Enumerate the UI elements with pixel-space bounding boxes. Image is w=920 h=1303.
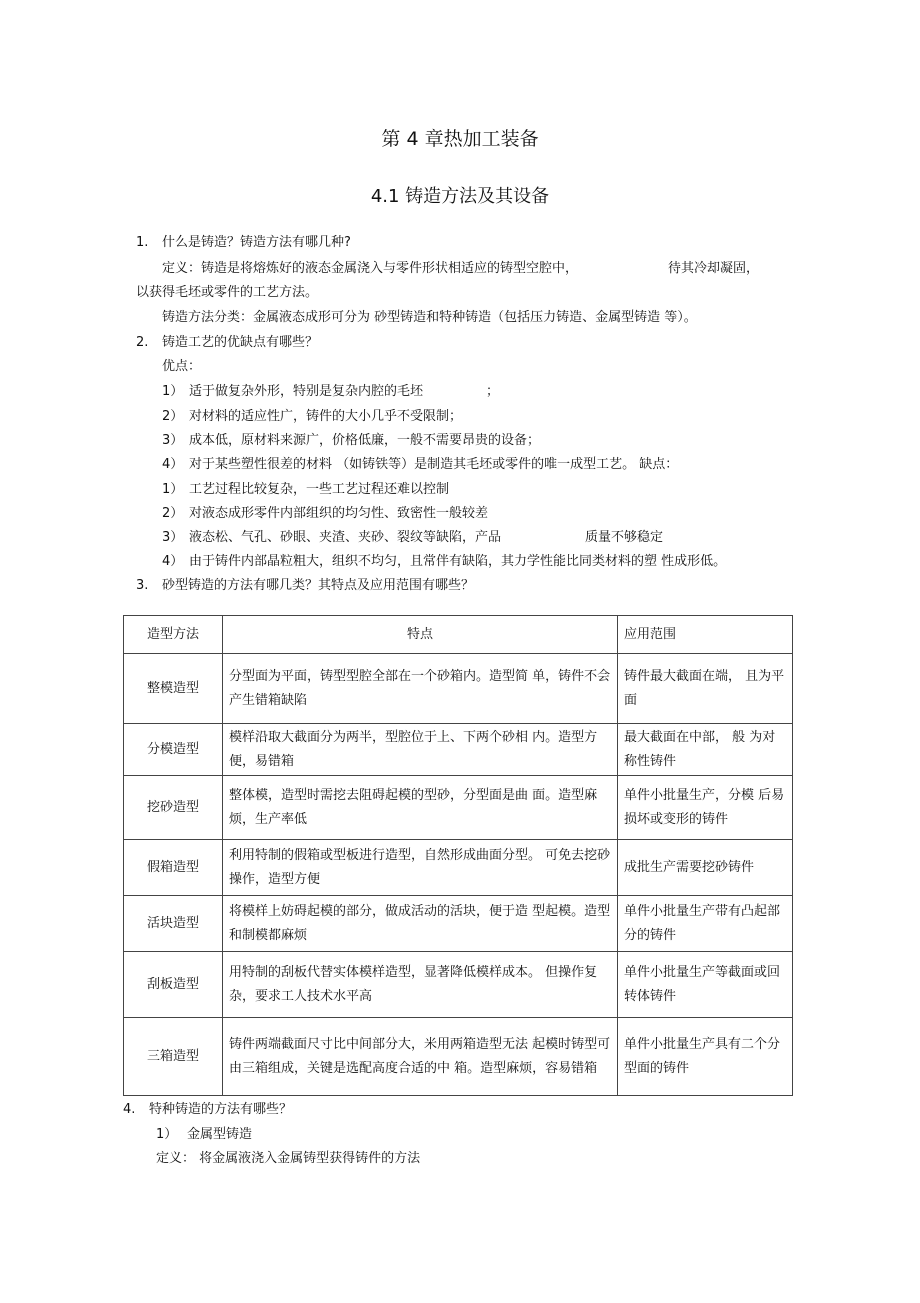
table-header-cell: 特点 — [223, 616, 618, 654]
usage-cell: 单件小批量生产带有凸起部分的铸件 — [618, 896, 793, 952]
table-row — [124, 654, 793, 724]
method-cell: 整模造型 — [124, 654, 223, 724]
con-item: 工艺过程比较复杂，一些工艺过程还难以控制 — [189, 482, 450, 497]
q4-number: 4. — [123, 1102, 136, 1117]
q4-definition: 定义： 将金属液浇入金属铸型获得铸件的方法 — [156, 1151, 421, 1166]
table-header-cell: 造型方法 — [124, 616, 223, 654]
usage-cell: 单件小批量生产等截面或回转体铸件 — [618, 952, 793, 1018]
pros-label: 优点： — [162, 359, 202, 374]
feature-cell: 将模样上妨碍起模的部分，做成活动的活块，便于造 型起模。造型和制模都麻烦 — [223, 896, 618, 952]
q3-number: 3. — [136, 578, 149, 593]
con-item-tail: 质量不够稳定 — [585, 530, 664, 545]
con-number: 3） — [162, 530, 184, 545]
usage-cell: 单件小批量生产具有二个分型面的铸件 — [618, 1018, 793, 1096]
feature-cell: 分型面为平面，铸型型腔全部在一个砂箱内。造型简 单，铸件不会产生错箱缺陷 — [223, 654, 618, 724]
method-cell: 假箱造型 — [124, 840, 223, 896]
table-header-row — [124, 616, 793, 654]
table-header-cell: 应用范围 — [618, 616, 793, 654]
pro-item: 对于某些塑性很差的材料 （如铸铁等）是制造其毛坯或零件的唯一成型工艺。 缺点： — [189, 457, 679, 472]
usage-cell: 单件小批量生产，分模 后易损坏或变形的铸件 — [618, 776, 793, 840]
pro-number: 3） — [162, 433, 184, 448]
feature-cell: 铸件两端截面尺寸比中间部分大，米用两箱造型无法 起模时铸型可由三箱组成，关键是选配高度合适的中 箱。造型麻烦，容易错箱 — [223, 1018, 618, 1096]
table-row — [124, 840, 793, 896]
method-cell: 刮板造型 — [124, 952, 223, 1018]
con-item: 由于铸件内部晶粒粗大，组织不均匀，且常伴有缺陷，其力学性能比同类材料的塑 性成形低。 — [189, 554, 727, 569]
pro-number: 1） — [162, 384, 184, 399]
con-number: 2） — [162, 506, 184, 521]
table-row — [124, 776, 793, 840]
con-item: 对液态成形零件内部组织的均匀性、致密性一般较差 — [189, 506, 489, 521]
method-cell: 三箱造型 — [124, 1018, 223, 1096]
q1-definition-c: 以获得毛坯或零件的工艺方法。 — [136, 285, 319, 300]
pro-item: 适于做复杂外形，特别是复杂内腔的毛坯 — [189, 384, 424, 399]
pro-item-tail: ； — [486, 384, 500, 399]
con-number: 1） — [162, 482, 184, 497]
con-item: 液态松、气孔、砂眼、夹渣、夹砂、裂纹等缺陷，产品 — [189, 530, 502, 545]
section-title: 4.1 铸造方法及其设备 — [370, 186, 550, 207]
feature-cell: 用特制的刮板代替实体模样造型，显著降低模样成本。 但操作复杂，要求工人技术水平高 — [223, 952, 618, 1018]
feature-cell: 整体模，造型时需挖去阻碍起模的型砂，分型面是曲 面。造型麻烦，生产率低 — [223, 776, 618, 840]
pro-number: 4） — [162, 457, 184, 472]
usage-cell: 铸件最大截面在端， 且为平面 — [618, 654, 793, 724]
q4-item-number: 1） — [156, 1127, 178, 1142]
q4-item: 金属型铸造 — [187, 1127, 253, 1142]
pro-item: 成本低，原材料来源广，价格低廉，一般不需要昂贵的设备； — [189, 433, 541, 448]
feature-cell: 利用特制的假箱或型板进行造型，自然形成曲面分型。 可免去挖砂操作，造型方便 — [223, 840, 618, 896]
q2-number: 2. — [136, 335, 149, 350]
method-cell: 分模造型 — [124, 724, 223, 776]
q4-question: 特种铸造的方法有哪些？ — [149, 1102, 293, 1117]
table-row — [124, 1018, 793, 1096]
pro-number: 2） — [162, 409, 184, 424]
usage-cell: 成批生产需要挖砂铸件 — [618, 840, 793, 896]
table-row — [124, 952, 793, 1018]
molding-methods-table — [123, 615, 793, 1096]
q1-question: 什么是铸造？铸造方法有哪几种? — [162, 235, 351, 250]
q1-classification: 铸造方法分类：金属液态成形可分为 砂型铸造和特种铸造（包括压力铸造、金属型铸造 等）。 — [162, 310, 697, 325]
con-number: 4） — [162, 554, 184, 569]
table-row — [124, 896, 793, 952]
q1-definition-b: 待其冷却凝固， — [668, 261, 760, 276]
q2-question: 铸造工艺的优缺点有哪些？ — [162, 335, 319, 350]
chapter-title: 第 4 章热加工装备 — [381, 128, 539, 150]
q1-definition-a: 定义：铸造是将熔炼好的液态金属浇入与零件形状相适应的铸型空腔中， — [162, 261, 579, 276]
method-cell: 挖砂造型 — [124, 776, 223, 840]
q1-number: 1. — [136, 235, 149, 250]
usage-cell: 最大截面在中部， 般 为对称性铸件 — [618, 724, 793, 776]
method-cell: 活块造型 — [124, 896, 223, 952]
feature-cell: 模样沿取大截面分为两半，型腔位于上、下两个砂相 内。造型方便，易错箱 — [223, 724, 618, 776]
pro-item: 对材料的适应性广，铸件的大小几乎不受限制； — [189, 409, 463, 424]
q3-question: 砂型铸造的方法有哪几类？其特点及应用范围有哪些？ — [162, 578, 475, 593]
table-row — [124, 724, 793, 776]
